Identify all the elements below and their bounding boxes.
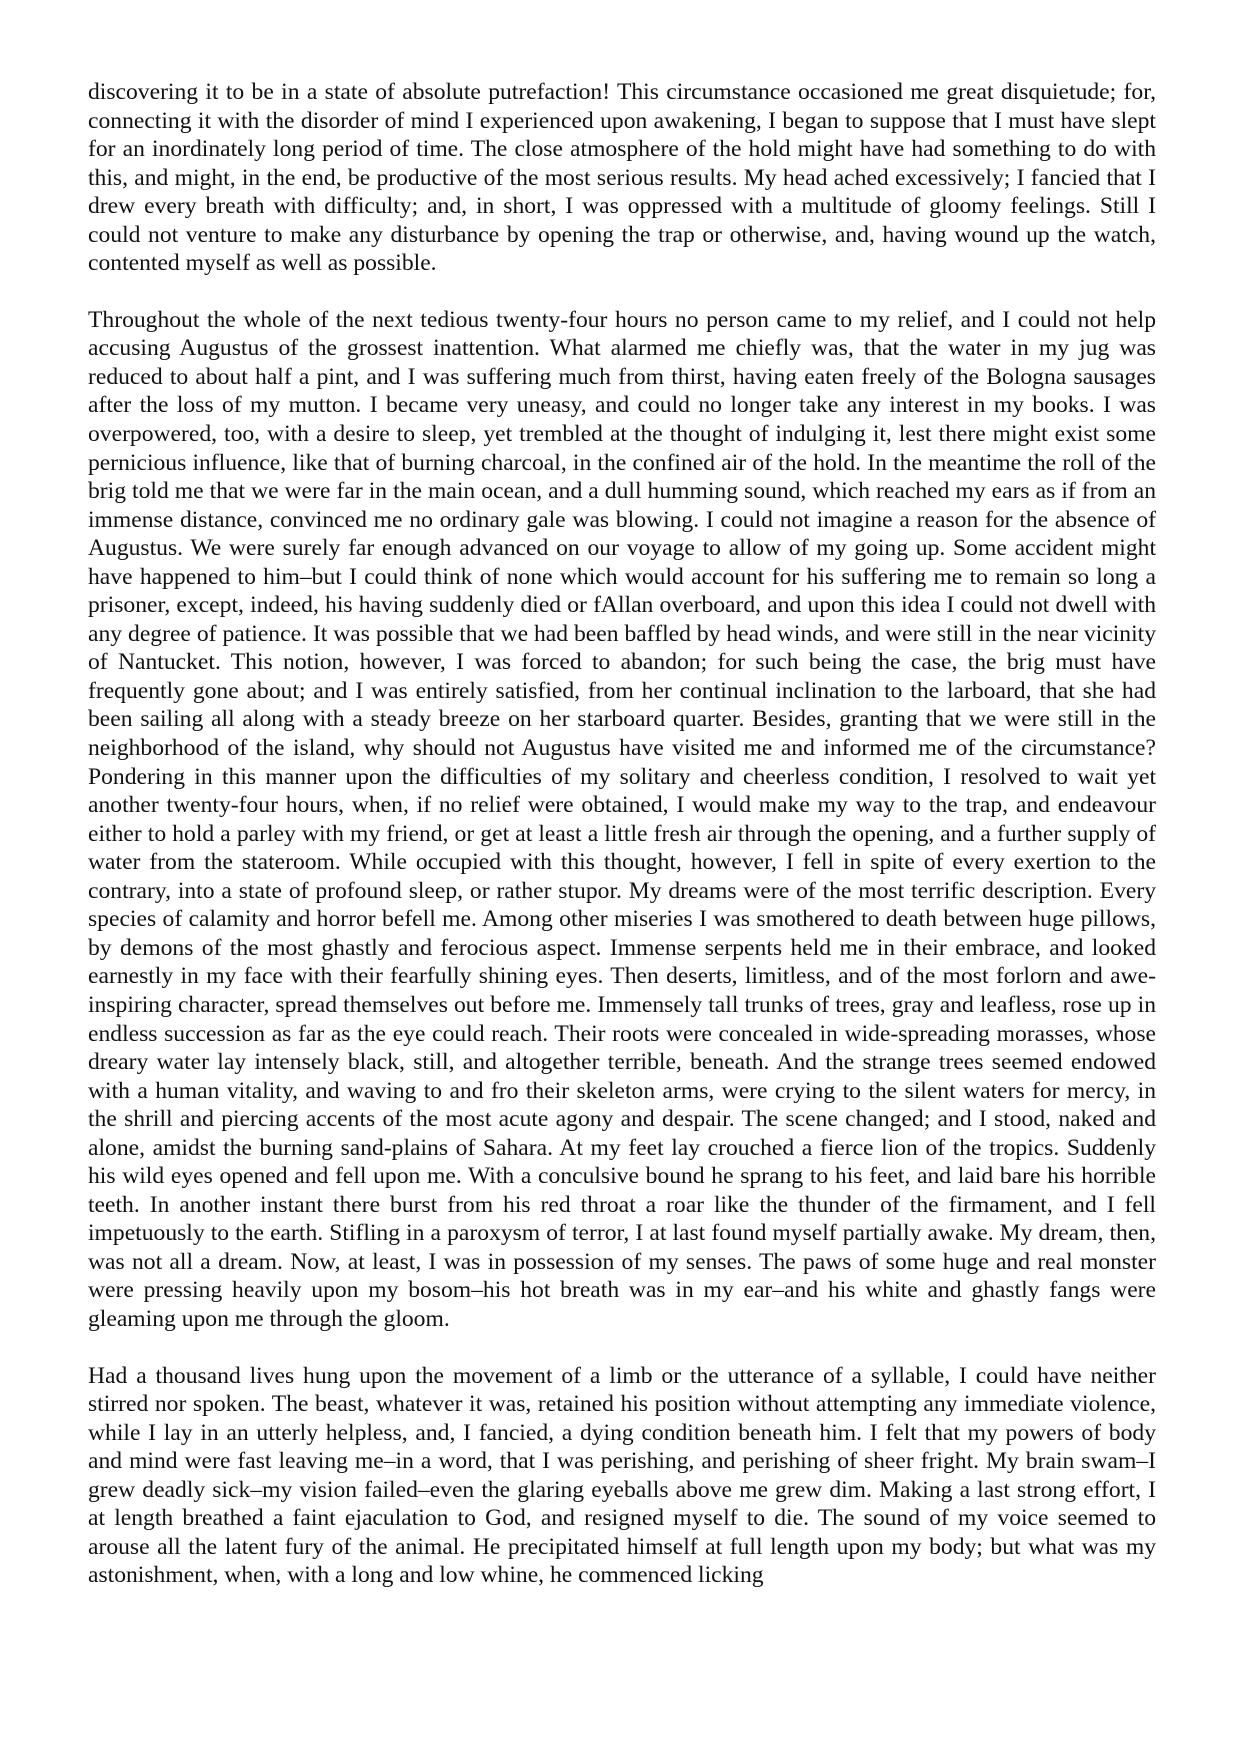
paragraph-1: discovering it to be in a state of absolute putrefaction! This circumstance occasioned me great disquietude; for, connecting it with the disorder of mind I experienced upon awakening, I began to suppose that I must have slept for an inordinately long period of time. The close atmosphere of the hold might have had something to do with this, and might, in the end, be productive of the most serious results. My head ached excessively; I fancied that I drew every breath with difficulty; and, in short, I was oppressed with a multitude of gloomy feelings. Still I could not venture to make any disturbance by opening the trap or otherwise, and, having wound up the watch, contented myself as well as possible. xyxy=(88,79,1156,277)
document-page xyxy=(88,78,1156,1590)
paragraph-2: Throughout the whole of the next tedious twenty-four hours no person came to my relief, and I could not help accusing Augustus of the grossest inattention. What alarmed me chiefly was, that the water in my jug was reduced to about half a pint, and I was suffering much from thirst, having eaten freely of the Bologna sausages after the loss of my mutton. I became very uneasy, and could no longer take any interest in my books. I was overpowered, too, with a desire to sleep, yet trembled at the thought of indulging it, lest there might exist some pernicious influence, like that of burning charcoal, in the confined air of the hold. In the meantime the roll of the brig told me that we were far in the main ocean, and a dull humming sound, which reached my ears as if from an immense distance, convinced me no ordinary gale was blowing. I could not imagine a reason for the absence of Augustus. We were surely far enough advanced on our voyage to allow of my going up. Some accident might have happened to him–but I could think of none which would account for his suffering me to remain so long a prisoner, except, indeed, his having suddenly died or fAllan overboard, and upon this idea I could not dwell with any degree of patience. It was possible that we had been baffled by head winds, and were still in the near vicinity of Nantucket. This notion, however, I was forced to abandon; for such being the case, the brig must have frequently gone about; and I was entirely satisfied, from her continual inclination to the larboard, that she had been sailing all along with a steady breeze on her starboard quarter. Besides, granting that we were still in the neighborhood of the island, why should not Augustus have visited me and informed me of the circumstance? Pondering in this manner upon the difficulties of my solitary and cheerless condition, I resolved to wait yet another twenty-four hours, when, if no relief were obtained, I would make my way to the trap, and endeavour either to hold a parley with my friend, or get at least a little fresh air through the opening, and a further supply of water from the stateroom. While occupied with this thought, however, I fell in spite of every exertion to the contrary, into a state of profound sleep, or rather stupor. My dreams were of the most terrific description. Every species of calamity and horror befell me. Among other miseries I was smothered to death between huge pillows, by demons of the most ghastly and ferocious aspect. Immense serpents held me in their embrace, and looked earnestly in my face with their fearfully shining eyes. Then deserts, limitless, and of the most forlorn and awe-inspiring character, spread themselves out before me. Immensely tall trunks of trees, gray and leafless, rose up in endless succession as far as the eye could reach. Their roots were concealed in wide-spreading morasses, whose dreary water lay intensely black, still, and altogether terrible, beneath. And the strange trees seemed endowed with a human vitality, and waving to and fro their skeleton arms, were crying to the silent waters for mercy, in the shrill and piercing accents of the most acute agony and despair. The scene changed; and I stood, naked and alone, amidst the burning sand-plains of Sahara. At my feet lay crouched a fierce lion of the tropics. Suddenly his wild eyes opened and fell upon me. With a conculsive bound he sprang to his feet, and laid bare his horrible teeth. In another instant there burst from his red throat a roar like the thunder of the firmament, and I fell impetuously to the earth. Stifling in a paroxysm of terror, I at last found myself partially awake. My dream, then, was not all a dream. Now, at least, I was in possession of my senses. The paws of some huge and real monster were pressing heavily upon my bosom–his hot breath was in my ear–and his white and ghastly fangs were gleaming upon me through the gloom. xyxy=(88,306,1156,1332)
paragraph-3: Had a thousand lives hung upon the movement of a limb or the utterance of a syllable, I could have neither stirred nor spoken. The beast, whatever it was, retained his position without attempting any immediate violence, while I lay in an utterly helpless, and, I fancied, a dying condition beneath him. I felt that my powers of body and mind were fast leaving me–in a word, that I was perishing, and perishing of sheer fright. My brain swam–I grew deadly sick–my vision failed–even the glaring eyeballs above me grew dim. Making a last strong effort, I at length breathed a faint ejaculation to God, and resigned myself to die. The sound of my voice seemed to arouse all the latent fury of the animal. He precipitated himself at full length upon my body; but what was my astonishment, when, with a long and low whine, he commenced licking xyxy=(88,1362,1156,1589)
